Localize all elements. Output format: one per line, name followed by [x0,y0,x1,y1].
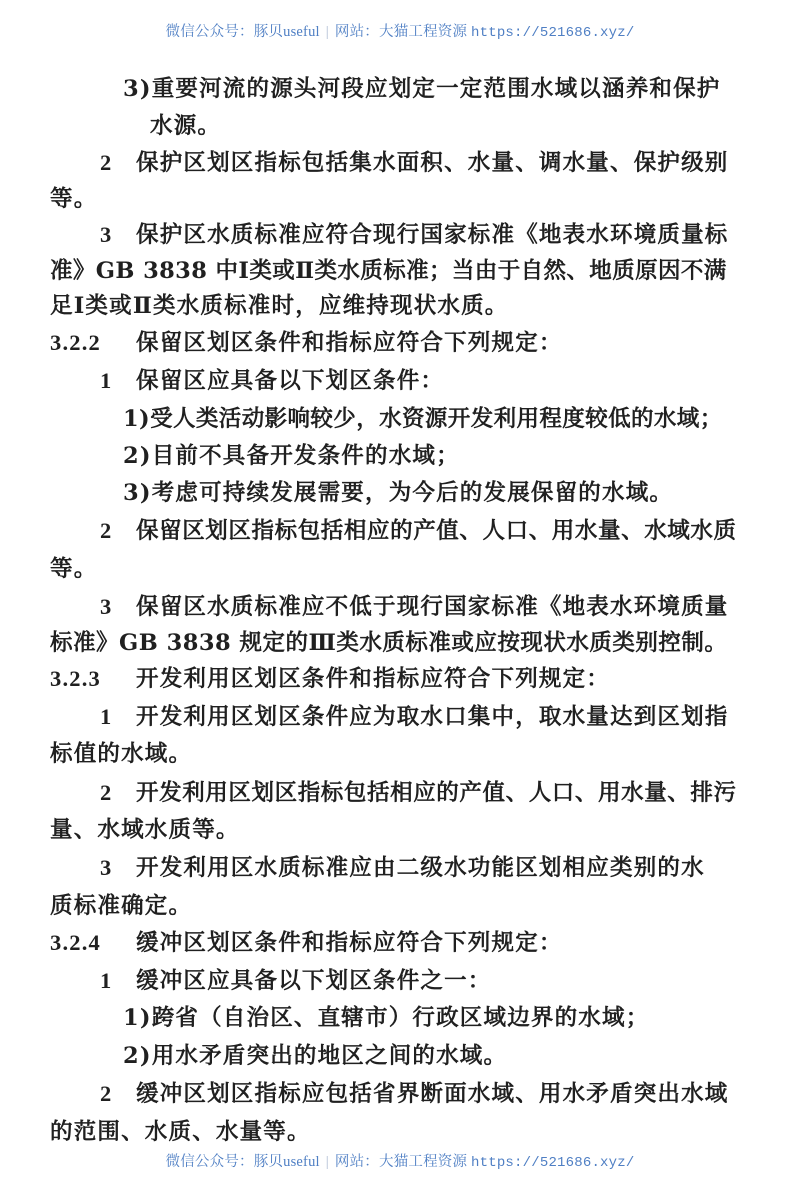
sub-item-line: 1)受人类活动影响较少，水资源开发利用程度较低的水域； [123,406,723,432]
item-text: 保留区水质标准应不低于现行国家标准《地表水环境质量 [136,594,729,620]
continuation-line: 量、水域水质等。 [50,817,240,843]
clause-heading [50,664,610,694]
item-number: 1 [100,968,113,993]
watermark-separator: | [325,24,329,40]
watermark-wechat: 微信公众号：豚贝useful [165,1154,320,1170]
item-text: 缓冲区应具备以下划区条件之一： [136,968,492,994]
continuation-line: 水源。 [150,113,222,139]
item-text: 开发利用区划区指标包括相应的产值、人口、用水量、排污 [136,780,737,806]
watermark-url: https://521686.xyz/ [471,25,635,41]
item-number: 2 [100,518,112,543]
sub-item-line: 3)重要河流的源头河段应划定一定范围水域以涵养和保护 [123,76,721,102]
continuation-line: 足Ⅰ类或Ⅱ类水质标准时，应维持现状水质。 [50,293,509,319]
item-text: 保留区应具备以下划区条件： [136,368,445,394]
item-text: 保留区划区指标包括相应的产值、人口、用水量、水域水质 [136,518,737,544]
item-number: 1 [100,368,113,393]
continuation-line: 等。 [50,556,98,582]
sub-item-line: 2)用水矛盾突出的地区之间的水域。 [123,1043,508,1069]
item-line [100,966,492,996]
watermark-separator: | [325,1154,329,1170]
watermark-site: 网站：大猫工程资源 [334,1154,468,1170]
watermark-url: https://521686.xyz/ [471,1155,635,1171]
item-number: 3 [100,222,113,247]
watermark-site: 网站：大猫工程资源 [334,24,468,40]
item-text: 开发利用区划区条件应为取水口集中，取水量达到区划指 [136,704,729,730]
header-watermark [0,20,800,41]
item-number: 2 [100,780,112,805]
item-number: 2 [100,1081,113,1106]
continuation-line: 质标准确定。 [50,893,193,919]
clause-text: 保留区划区条件和指标应符合下列规定： [136,330,563,356]
footer-watermark [0,1150,800,1171]
item-line [100,220,729,250]
clause-heading [50,328,563,358]
item-number: 3 [100,855,113,880]
item-line [100,148,729,178]
clause-heading [50,928,563,958]
sub-item-line: 2)目前不具备开发条件的水域； [123,443,460,469]
item-text: 保护区水质标准应符合现行国家标准《地表水环境质量标 [136,222,729,248]
clause-text: 开发利用区划区条件和指标应符合下列规定： [136,666,611,692]
item-line [100,853,705,883]
continuation-line: 准》GB 3838 中Ⅰ类或Ⅱ类水质标准；当由于自然、地质原因不满 [50,258,727,284]
continuation-line: 等。 [50,186,98,212]
clause-number: 3.2.2 [50,330,101,355]
clause-number: 3.2.4 [50,930,101,955]
item-text: 保护区划区指标包括集水面积、水量、调水量、保护级别 [136,150,729,176]
sub-item-line: 3)考虑可持续发展需要，为今后的发展保留的水域。 [123,480,674,506]
item-line [100,702,729,732]
item-line [100,1079,729,1109]
clause-number: 3.2.3 [50,666,101,691]
item-line [100,516,737,546]
item-number: 1 [100,704,113,729]
item-line [100,366,444,396]
watermark-wechat: 微信公众号：豚贝useful [165,24,320,40]
item-number: 3 [100,594,113,619]
sub-item-line: 1)跨省（自治区、直辖市）行政区域边界的水域； [123,1005,650,1031]
item-number: 2 [100,150,113,175]
item-line [100,592,729,622]
continuation-line: 标值的水域。 [50,741,193,767]
clause-text: 缓冲区划区条件和指标应符合下列规定： [136,930,563,956]
item-text: 开发利用区水质标准应由二级水功能区划相应类别的水 [136,855,705,881]
continuation-line: 的范围、水质、水量等。 [50,1119,311,1145]
item-line [100,778,737,808]
item-text: 缓冲区划区指标应包括省界断面水域、用水矛盾突出水域 [136,1081,729,1107]
continuation-line: 标准》GB 3838 规定的Ⅲ类水质标准或应按现状水质类别控制。 [50,630,728,656]
